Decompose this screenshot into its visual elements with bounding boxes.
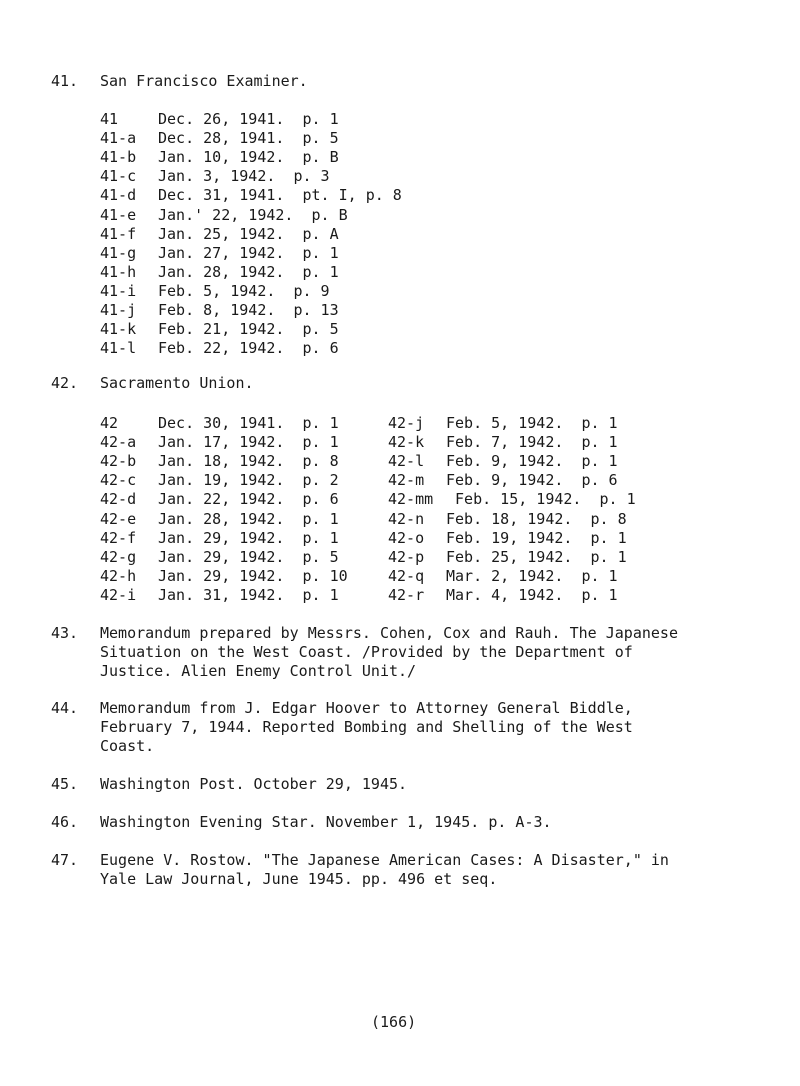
entry-citation: Mar. 2, 1942. p. 1 — [446, 566, 618, 585]
entry-citation: Feb. 9, 1942. p. 1 — [446, 452, 618, 471]
entry-id: 42-b — [100, 452, 137, 471]
entry-id: 41-f — [100, 224, 137, 243]
entry-id: 42-r — [388, 585, 425, 604]
entry-id: 41-i — [100, 281, 137, 300]
note-number: 44. — [51, 699, 79, 717]
note-number: 45. — [51, 775, 79, 793]
entry-id: 41-j — [100, 301, 137, 319]
note-text: Memorandum from J. Edgar Hoover to Attorney General Biddle, February 7, 1944. Reported Bombing and Shelling of the West Coast. — [100, 699, 633, 755]
entry-citation: Feb. 9, 1942. p. 6 — [446, 471, 618, 490]
section-title: Sacramento Union. — [100, 374, 254, 392]
entry-citation: Jan. 27, 1942. p. 1 — [158, 243, 339, 262]
entry-id: 42-p — [388, 547, 425, 566]
note-text: Washington Evening Star. November 1, 1945. p. A-3. — [100, 813, 552, 831]
entry-id: 42-q — [388, 566, 425, 585]
entry-citation: Jan. 18, 1942. p. 8 — [158, 452, 339, 471]
entry-id: 42 — [100, 414, 119, 432]
entry-citation: Feb. 19, 1942. p. 1 — [446, 528, 627, 547]
entry-citation: Feb. 15, 1942. p. 1 — [446, 490, 636, 509]
note-number: 46. — [51, 813, 79, 831]
entry-id: 41-b — [100, 148, 137, 167]
entry-id: 42-c — [100, 471, 137, 490]
note-number: 47. — [51, 851, 79, 869]
page-number: (166) — [371, 1013, 417, 1031]
section-number: 41. — [51, 72, 79, 90]
section-title: San Francisco Examiner. — [100, 72, 308, 90]
entry-id: 42-l — [388, 452, 425, 471]
entry-id: 41-e — [100, 205, 137, 224]
entry-citation: Jan. 3, 1942. p. 3 — [158, 167, 330, 186]
entry-id: 41-c — [100, 167, 137, 186]
entry-id: 42-n — [388, 509, 425, 528]
entry-id: 41-a — [100, 129, 137, 148]
entry-citation: Dec. 30, 1941. p. 1 — [158, 414, 339, 432]
entry-citation: Jan.' 22, 1942. p. B — [158, 205, 348, 224]
entry-citation: Jan. 28, 1942. p. 1 — [158, 262, 339, 281]
entry-citation: Jan. 29, 1942. p. 10 — [158, 566, 348, 585]
entry-id: 41-h — [100, 262, 137, 281]
entry-id: 42-e — [100, 509, 137, 528]
section-number: 42. — [51, 374, 79, 392]
entry-citation: Feb. 22, 1942. p. 6 — [158, 339, 339, 358]
note-text: Memorandum prepared by Messrs. Cohen, Cox and Rauh. The Japanese Situation on the West Coast. /Provided by the Department of Justice. Alien Enemy Control Unit./ — [100, 624, 678, 680]
entry-citation: Jan. 22, 1942. p. 6 — [158, 490, 339, 509]
entry-citation: Dec. 31, 1941. pt. I, p. 8 — [158, 186, 402, 205]
entry-id: 42-h — [100, 566, 137, 585]
note-text: Eugene V. Rostow. "The Japanese American Cases: A Disaster," in Yale Law Journal, June 1945. pp. 496 et seq. — [100, 851, 669, 888]
entry-id: 41-g — [100, 243, 137, 262]
entry-id: 42-k — [388, 433, 425, 452]
entry-citation: Jan. 31, 1942. p. 1 — [158, 585, 339, 604]
entry-id: 41-l — [100, 339, 137, 358]
entry-citation: Jan. 29, 1942. p. 5 — [158, 547, 339, 566]
entry-id: 42-i — [100, 585, 137, 604]
entry-citation: Jan. 19, 1942. p. 2 — [158, 471, 339, 490]
entry-id: 42-g — [100, 547, 137, 566]
entry-citation: Jan. 28, 1942. p. 1 — [158, 509, 339, 528]
entry-id: 42-o — [388, 528, 425, 547]
entry-citation: Feb. 21, 1942. p. 5 — [158, 320, 339, 339]
entry-citation: Dec. 26, 1941. p. 1 — [158, 110, 339, 128]
entry-citation: Dec. 28, 1941. p. 5 — [158, 129, 339, 148]
entry-citation: Feb. 5, 1942. p. 1 — [446, 414, 618, 432]
entry-citation: Feb. 8, 1942. p. 13 — [158, 301, 339, 319]
entry-citation: Feb. 18, 1942. p. 8 — [446, 509, 627, 528]
entry-id: 42-a — [100, 433, 137, 452]
entry-id: 41 — [100, 110, 119, 128]
entry-citation: Jan. 29, 1942. p. 1 — [158, 528, 339, 547]
entry-citation: Feb. 7, 1942. p. 1 — [446, 433, 618, 452]
entry-id: 42-mm — [388, 490, 434, 509]
entry-id: 42-m — [388, 471, 425, 490]
entry-citation: Jan. 25, 1942. p. A — [158, 224, 339, 243]
entry-id: 42-d — [100, 490, 137, 509]
entry-id: 42-j — [388, 414, 425, 432]
entry-citation: Feb. 5, 1942. p. 9 — [158, 281, 330, 300]
entry-id: 41-k — [100, 320, 137, 339]
entry-id: 41-d — [100, 186, 137, 205]
entry-id: 42-f — [100, 528, 137, 547]
entry-citation: Jan. 10, 1942. p. B — [158, 148, 339, 167]
entry-citation: Jan. 17, 1942. p. 1 — [158, 433, 339, 452]
note-text: Washington Post. October 29, 1945. — [100, 775, 408, 793]
entry-citation: Feb. 25, 1942. p. 1 — [446, 547, 627, 566]
note-number: 43. — [51, 624, 79, 642]
entry-citation: Mar. 4, 1942. p. 1 — [446, 585, 618, 604]
